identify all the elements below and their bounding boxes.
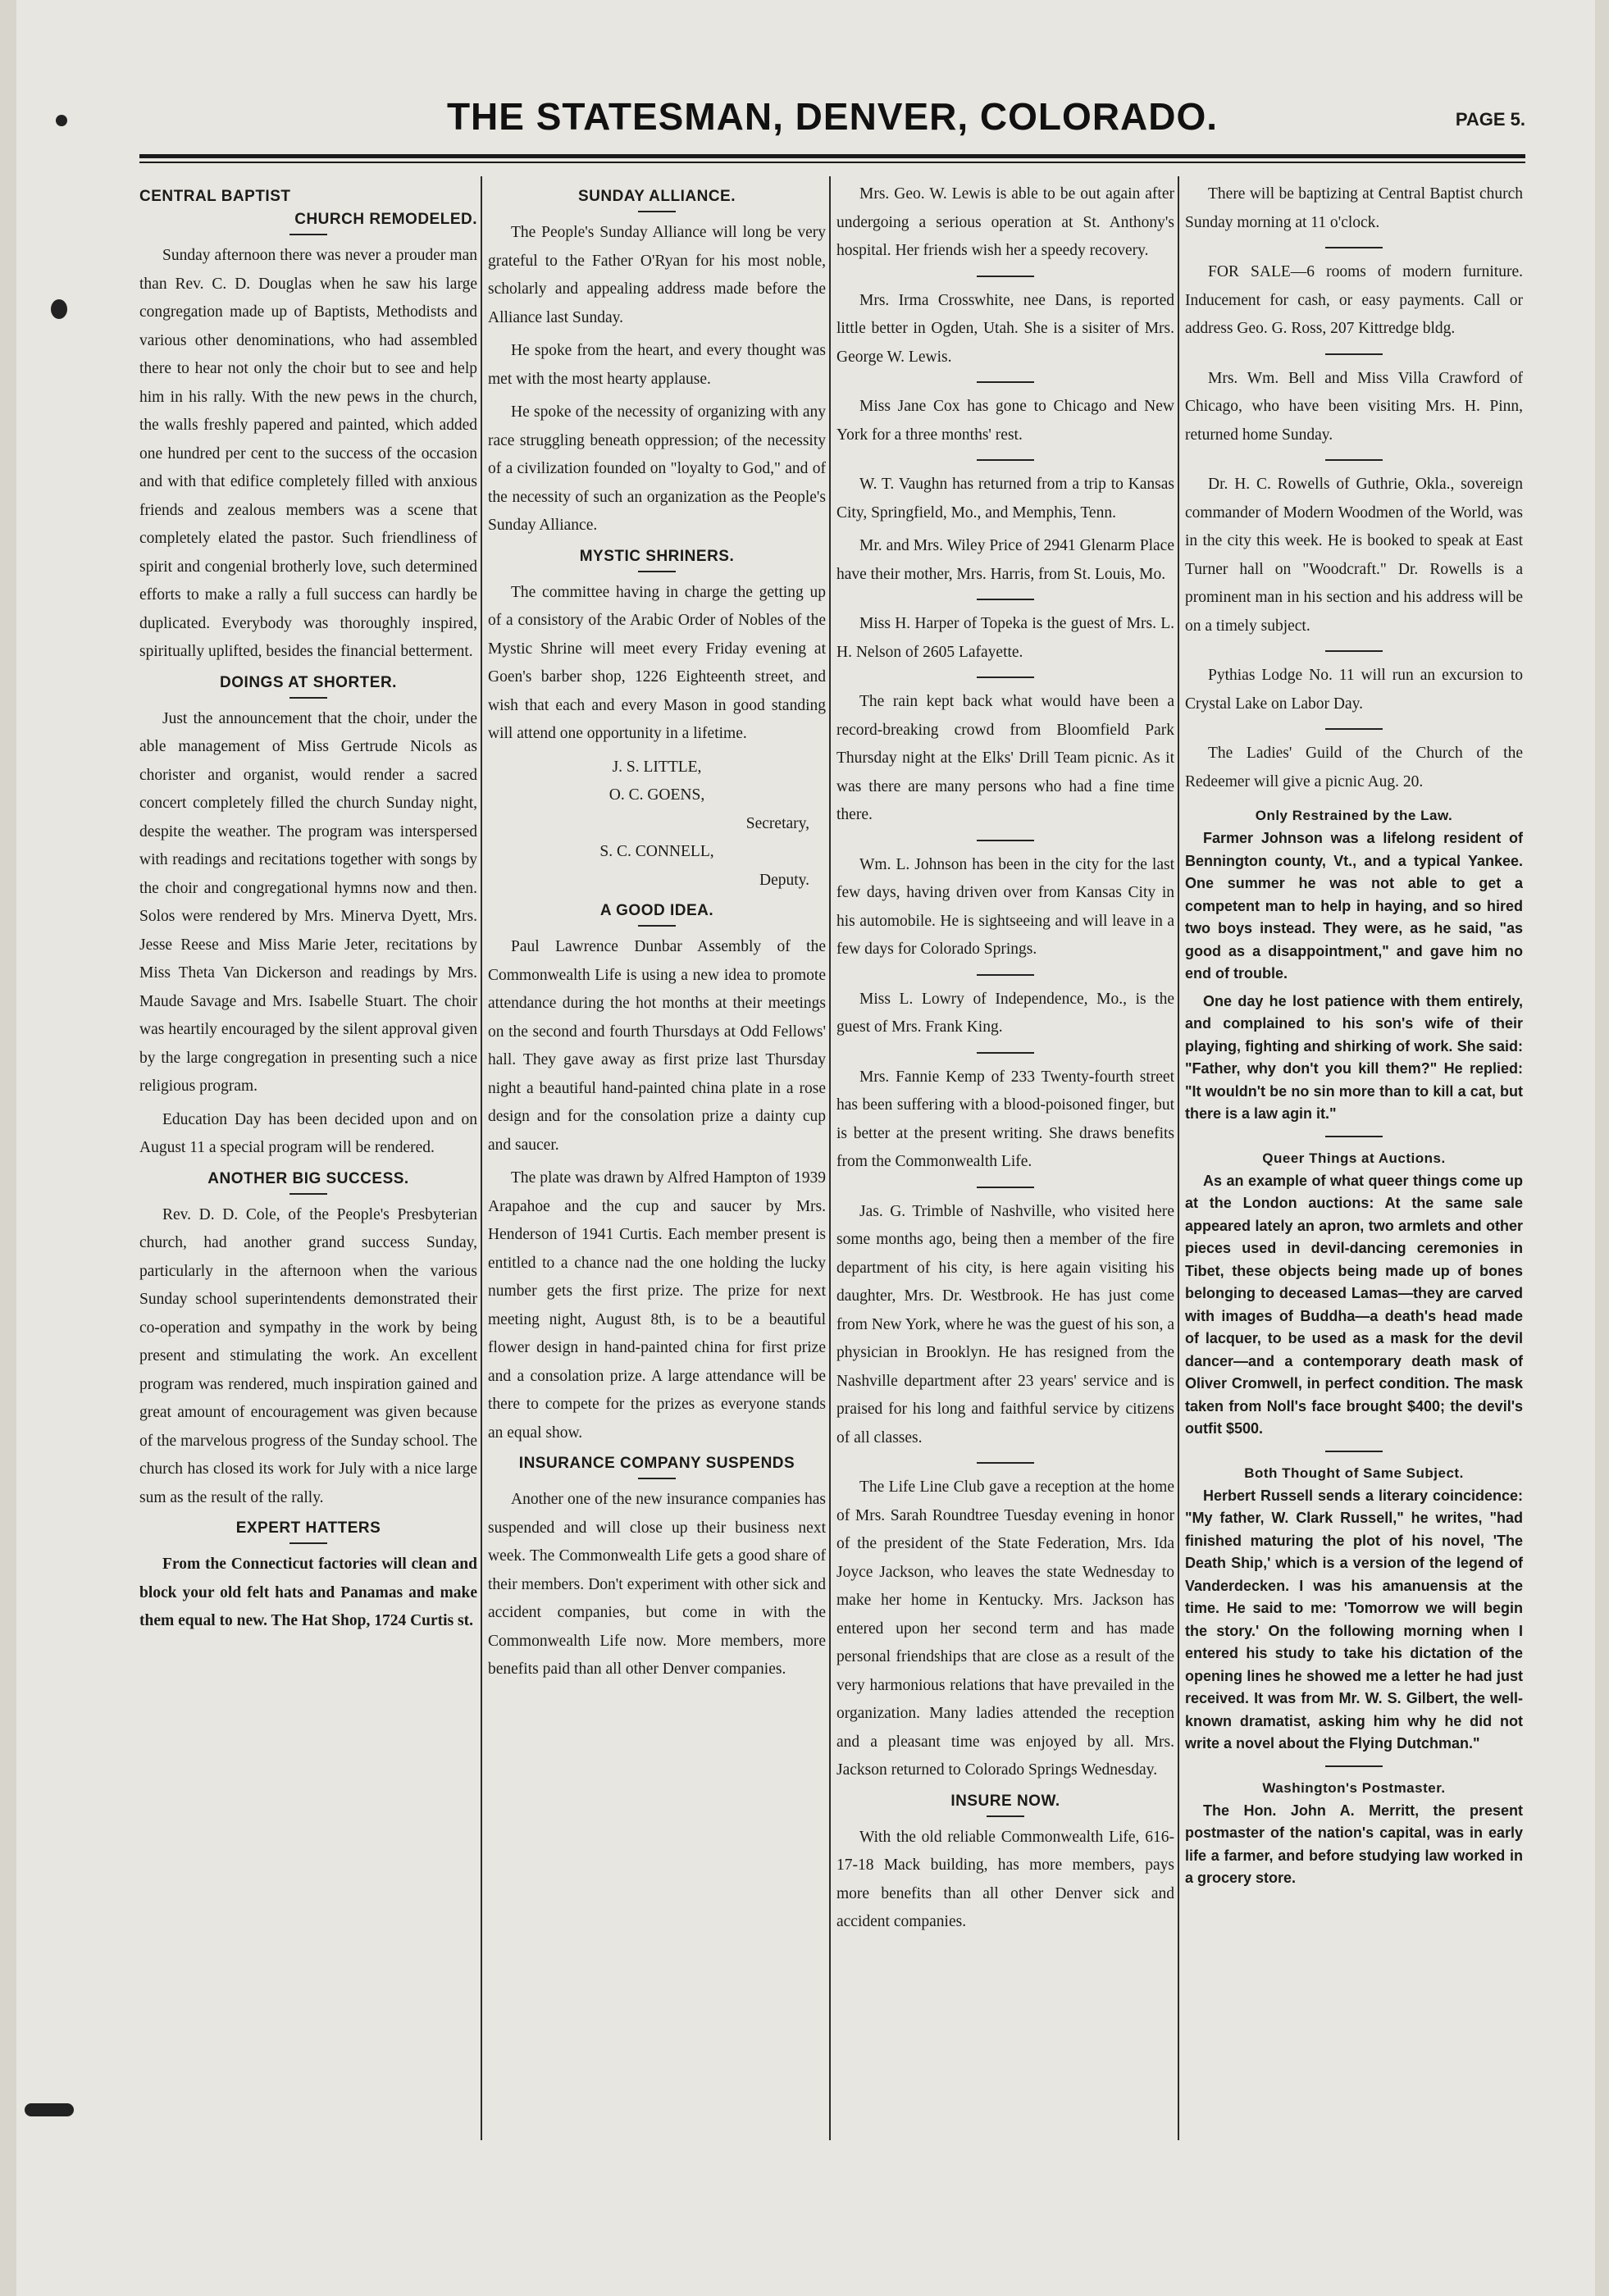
- headline-sunday-alliance: SUNDAY ALLIANCE.: [577, 188, 736, 205]
- item-separator: [1325, 650, 1383, 652]
- item-separator: [1325, 353, 1383, 355]
- column-1: [139, 180, 477, 2157]
- headline-expert-hatters: EXPERT HATTERS: [235, 1519, 381, 1537]
- signature: J. S. LITTLE,: [612, 758, 702, 776]
- headline-dash: [289, 1542, 327, 1544]
- margin-mark: [56, 115, 67, 126]
- article-paragraph: Paul Lawrence Dunbar Assembly of the Commonwealth Life is using a new idea to promote attendance during the hot months at their meetings on the second and fourth Thursdays at Odd Fellows' hall. They gave away as first prize last Thursday night a beautiful hand-painted china plate in a rose design and for the consolation prize a dainty cup and saucer.: [488, 938, 826, 1154]
- headline-only-restrained-by-the-law: Only Restrained by the Law.: [1255, 808, 1453, 823]
- local-item: Miss H. Harper of Topeka is the guest of Mrs. L. H. Nelson of 2605 Lafayette.: [836, 615, 1174, 661]
- item-separator: [977, 381, 1034, 383]
- article-paragraph: He spoke of the necessity of organizing with any race struggling beneath oppression; of the necessity of a civilization founded on "loyalty to God," and of the necessity of such an organization as the People's Sunday Alliance.: [488, 403, 826, 534]
- item-separator: [1325, 1451, 1383, 1452]
- article-paragraph: Sunday afternoon there was never a prouder man than Rev. C. D. Douglas when he saw his large congregation made up of Baptists, Methodists and various other denominations, who had assembled there to hear not only the choir but to see and help him in his rally. With the new pews in the church, the walls freshly papered and painted, which added one hundred per cent to the success of the occasion and with that edifice completely filled with anxious friends and zealous members was a scene that completely elated the pastor. Such friendliness of spirit and congenial brotherly love, such determined efforts to make a rally a full success can hardly be duplicated. Everybody was thoroughly inspired, spiritually uplifted, besides the financial betterment.: [139, 247, 477, 660]
- column-divider: [481, 176, 482, 2140]
- headline-doings-at-shorter: DOINGS AT SHORTER.: [220, 673, 397, 691]
- local-item: Mrs. Wm. Bell and Miss Villa Crawford of Chicago, who have been visiting Mrs. H. Pinn, returned home Sunday.: [1185, 369, 1523, 444]
- headline-central-baptist: CENTRAL BAPTIST: [139, 188, 291, 205]
- local-item: Pythias Lodge No. 11 will run an excursion to Crystal Lake on Labor Day.: [1185, 667, 1523, 713]
- local-item: Dr. H. C. Rowells of Guthrie, Okla., sovereign commander of Modern Woodmen of the World, was in the city this week. He is booked to speak at East Turner hall on "Woodcraft." Dr. Rowells is a prominent man in his section and his address will be on a timely subject.: [1185, 476, 1523, 635]
- local-item: The Life Line Club gave a reception at the home of Mrs. Sarah Roundtree Tuesday evening in honor of the president of the State Federation, Mrs. Ida Joyce Jackson, who leaves the state Wednesday to make her home in Kentucky. Mrs. Jackson has entered upon her second term and has made personal friendships that are close as a result of the very harmonious relations that have prevailed in the organization. Many ladies attended the reception and a pleasant time was enjoyed by all. Mrs. Jackson returned to Colorado Springs Wednesday.: [836, 1478, 1174, 1779]
- local-item: Mrs. Geo. W. Lewis is able to be out again after undergoing a serious operation at St. Anthony's hospital. Her friends wish her a speedy recovery.: [836, 185, 1174, 259]
- local-item: W. T. Vaughn has returned from a trip to Kansas City, Springfield, Mo., and Memphis, Tenn.: [836, 476, 1174, 522]
- headline-insurance-company-suspends: INSURANCE COMPANY SUSPENDS: [518, 1455, 795, 1472]
- signature: O. C. GOENS,: [609, 786, 705, 804]
- signature-title: Secretary,: [745, 814, 809, 832]
- page-number: PAGE 5.: [1455, 109, 1525, 130]
- local-item: Miss Jane Cox has gone to Chicago and New York for a three months' rest.: [836, 398, 1174, 444]
- headline-central-baptist-2: CHURCH REMODELED.: [294, 211, 477, 228]
- item-separator: [1325, 1136, 1383, 1137]
- headline-washingtons-postmaster: Washington's Postmaster.: [1262, 1779, 1446, 1796]
- margin-mark: [25, 2103, 74, 2116]
- article-paragraph: Education Day has been decided upon and on August 11 a special program will be rendered.: [139, 1110, 477, 1156]
- local-item: Mrs. Fannie Kemp of 233 Twenty-fourth street has been suffering with a blood-poisoned finger, but is better at the present writing. She draws benefits from the Commonwealth Life.: [836, 1068, 1174, 1170]
- masthead-title: THE STATESMAN, DENVER, COLORADO.: [446, 95, 1219, 138]
- item-separator: [977, 676, 1034, 678]
- headline-both-thought-of-same-subject: Both Thought of Same Subject.: [1244, 1465, 1464, 1481]
- item-separator: [1325, 459, 1383, 461]
- item-separator: [977, 840, 1034, 841]
- signature-title: Deputy.: [759, 871, 809, 889]
- item-separator: [1325, 247, 1383, 248]
- item-separator: [977, 276, 1034, 277]
- headline-dash: [289, 1193, 327, 1195]
- story-paragraph: Herbert Russell sends a literary coincidence: "My father, W. Clark Russell," he writes, "had finished maturing the plot of his novel, 'The Death Ship,' which is a version of the legend of Vanderdecken. I was his amanuensis at the time. He said to me: 'Tomorrow we will begin the story.' On the following morning when I entered his study to take his dictation of the opening lines he showed me a letter he had just received. It was from Mr. W. S. Gilbert, the well-known dramatist, asking him why he did not write a novel about the Flying Dutchman.": [1185, 1487, 1523, 1752]
- item-separator: [977, 1052, 1034, 1054]
- article-paragraph: The plate was drawn by Alfred Hampton of 1939 Arapahoe and the cup and saucer by Mrs. Henderson of 1941 Curtis. Each member present is entitled to a chance nad the one holding the lucky number gets the first prize. The prize for next meeting night, August 8th, is to be a beautiful flower design in hand-painted china for first prize and a consolation prize. A large attendance will be there to compete for the prizes as everyone stands an equal show.: [488, 1169, 826, 1442]
- local-item: Miss L. Lowry of Independence, Mo., is the guest of Mrs. Frank King.: [836, 990, 1174, 1036]
- headline-dash: [638, 1478, 676, 1479]
- headline-dash: [289, 234, 327, 235]
- column-2: [488, 180, 826, 2157]
- article-paragraph: He spoke from the heart, and every thought was met with the most hearty applause.: [488, 342, 826, 388]
- classified-ad: FOR SALE—6 rooms of modern furniture. Inducement for cash, or easy payments. Call or address Geo. G. Ross, 207 Kittredge bldg.: [1185, 263, 1523, 337]
- column-divider: [829, 176, 831, 2140]
- advertisement-text: From the Connecticut factories will clean and block your old felt hats and Panamas and make them equal to new. The Hat Shop, 1724 Curtis st.: [139, 1556, 477, 1629]
- item-separator: [1325, 728, 1383, 730]
- header-rule: [139, 154, 1525, 158]
- story-paragraph: The Hon. John A. Merritt, the present postmaster of the nation's capital, was in early life a farmer, and before studying law worked in a grocery store.: [1185, 1802, 1523, 1886]
- headline-a-good-idea: A GOOD IDEA.: [599, 902, 714, 919]
- local-item: The rain kept back what would have been a record-breaking crowd from Bloomfield Park Thursday night at the Elks' Drill Team picnic. As it was there are many persons who had a fine time there.: [836, 693, 1174, 823]
- story-paragraph: As an example of what queer things come up at the London auctions: At the same sale appeared lately an apron, two armlets and other pieces used in devil-dancing ceremonies in Tibet, these objects being made up of bones belonging to deceased Lamas—they are carved with images of Buddha—a death's head made of lacquer, to be used as a mask for the devil dancer—and a contemporary death mask of Oliver Cromwell, in perfect condition. The mask taken from Noll's face brought $400; the devil's outfit $500.: [1185, 1172, 1523, 1437]
- column-divider: [1178, 176, 1179, 2140]
- headline-another-big-success: ANOTHER BIG SUCCESS.: [207, 1169, 409, 1187]
- item-separator: [977, 459, 1034, 461]
- column-4: [1185, 180, 1523, 2157]
- item-separator: [977, 1187, 1034, 1188]
- local-item: The Ladies' Guild of the Church of the Redeemer will give a picnic Aug. 20.: [1185, 745, 1523, 790]
- headline-dash: [638, 571, 676, 572]
- article-paragraph: The People's Sunday Alliance will long be very grateful to the Father O'Ryan for his most noble, scholarly and appealing address made before the Alliance last Sunday.: [488, 224, 826, 326]
- margin-mark: [51, 299, 67, 319]
- item-separator: [977, 1462, 1034, 1464]
- story-paragraph: One day he lost patience with them entirely, and complained to his son's wife of their playing, fighting and shirking of work. She said: "Father, why don't you kill them?" He replied: "It wouldn't be no sin more than to kill a cat, but there is a law agin it.": [1185, 992, 1523, 1122]
- article-paragraph: Rev. D. D. Cole, of the People's Presbyterian church, had another grand success Sunday, particularly in the afternoon when the various Sunday school superintendents demonstrated their co-operation and sympathy in the work by being present and stimulating the work. An excellent program was rendered, much inspiration gained and great amount of encouragement was given because of the marvelous progress of the Sunday school. The church has closed its work for July with a nice large sum as the result of the rally.: [139, 1205, 477, 1506]
- signature: S. C. CONNELL,: [599, 843, 714, 860]
- headline-dash: [987, 1815, 1024, 1817]
- column-3: [836, 180, 1174, 2157]
- headline-dash: [289, 697, 327, 699]
- item-separator: [977, 974, 1034, 976]
- local-item: Mrs. Irma Crosswhite, nee Dans, is reported little better in Ogden, Utah. She is a sisiter of Mrs. George W. Lewis.: [836, 291, 1174, 366]
- local-item: Mr. and Mrs. Wiley Price of 2941 Glenarm Place have their mother, Mrs. Harris, from St. Louis, Mo.: [836, 537, 1174, 583]
- story-paragraph: Farmer Johnson was a lifelong resident of Bennington county, Vt., and a typical Yankee. One summer he was not able to get a competent man to help in haying, and so hired two boys instead. They were, as he said, "as good as a disappointment," and gave him no end of trouble.: [1185, 830, 1523, 982]
- local-item: Wm. L. Johnson has been in the city for the last few days, having driven over from Kansas City in his automobile. He is sightseeing and will leave in a few days for Colorado Springs.: [836, 855, 1174, 958]
- article-paragraph: Just the announcement that the choir, under the able management of Miss Gertrude Nicols as chorister and organist, would render a sacred concert completely filled the church Sunday night, despite the weather. The program was interspersed with readings and recitations together with songs by the choir and congregational hymns now and then. Solos were rendered by Mrs. Minerva Dyett, Mrs. Jesse Reese and Miss Marie Jeter, recitations by Miss Theta Van Dickerson and readings by Mrs. Maude Savage and Mrs. Isabelle Stuart. The choir was heartily encouraged by the silent approval given by the large congregation in presenting such a nice religious program.: [139, 709, 477, 1095]
- local-item: Jas. G. Trimble of Nashville, who visited here some months ago, being then a member of the fire department of his city, is here again visiting his daughter, Mrs. Dr. Westbrook. He has just come from New York, where he was the guest of his son, a physician in Brooklyn. He has resigned from the Nashville department after 23 years' service and is praised for his long and faithful service by citizens of all classes.: [836, 1202, 1174, 1446]
- advertisement-text: With the old reliable Commonwealth Life, 616-17-18 Mack building, has more members, pays more benefits than all other Denver sick and accident companies.: [836, 1828, 1174, 1930]
- dense-story-block: [1185, 804, 1523, 1890]
- headline-insure-now: INSURE NOW.: [950, 1792, 1060, 1810]
- header-rule-thin: [139, 162, 1525, 163]
- item-separator: [1325, 1765, 1383, 1767]
- headline-dash: [638, 211, 676, 212]
- headline-mystic-shriners: MYSTIC SHRINERS.: [579, 547, 735, 565]
- item-separator: [977, 599, 1034, 600]
- page-header: [139, 94, 1525, 144]
- headline-queer-things-at-auctions: Queer Things at Auctions.: [1262, 1150, 1446, 1166]
- local-item: There will be baptizing at Central Baptist church Sunday morning at 11 o'clock.: [1185, 185, 1523, 231]
- article-paragraph: Another one of the new insurance companies has suspended and will close up their business next week. The Commonwealth Life gets a good share of their members. Don't experiment with other sick and accident companies, but come in with the Commonwealth Life now. More members, more benefits paid than all other Denver companies.: [488, 1491, 826, 1678]
- headline-dash: [638, 925, 676, 927]
- article-paragraph: The committee having in charge the getting up of a consistory of the Arabic Order of Nobles of the Mystic Shrine will meet every Friday evening at Goen's barber shop, 1226 Eighteenth street, and wish that each and every Mason in good standing will attend one opportunity in a lifetime.: [488, 583, 826, 742]
